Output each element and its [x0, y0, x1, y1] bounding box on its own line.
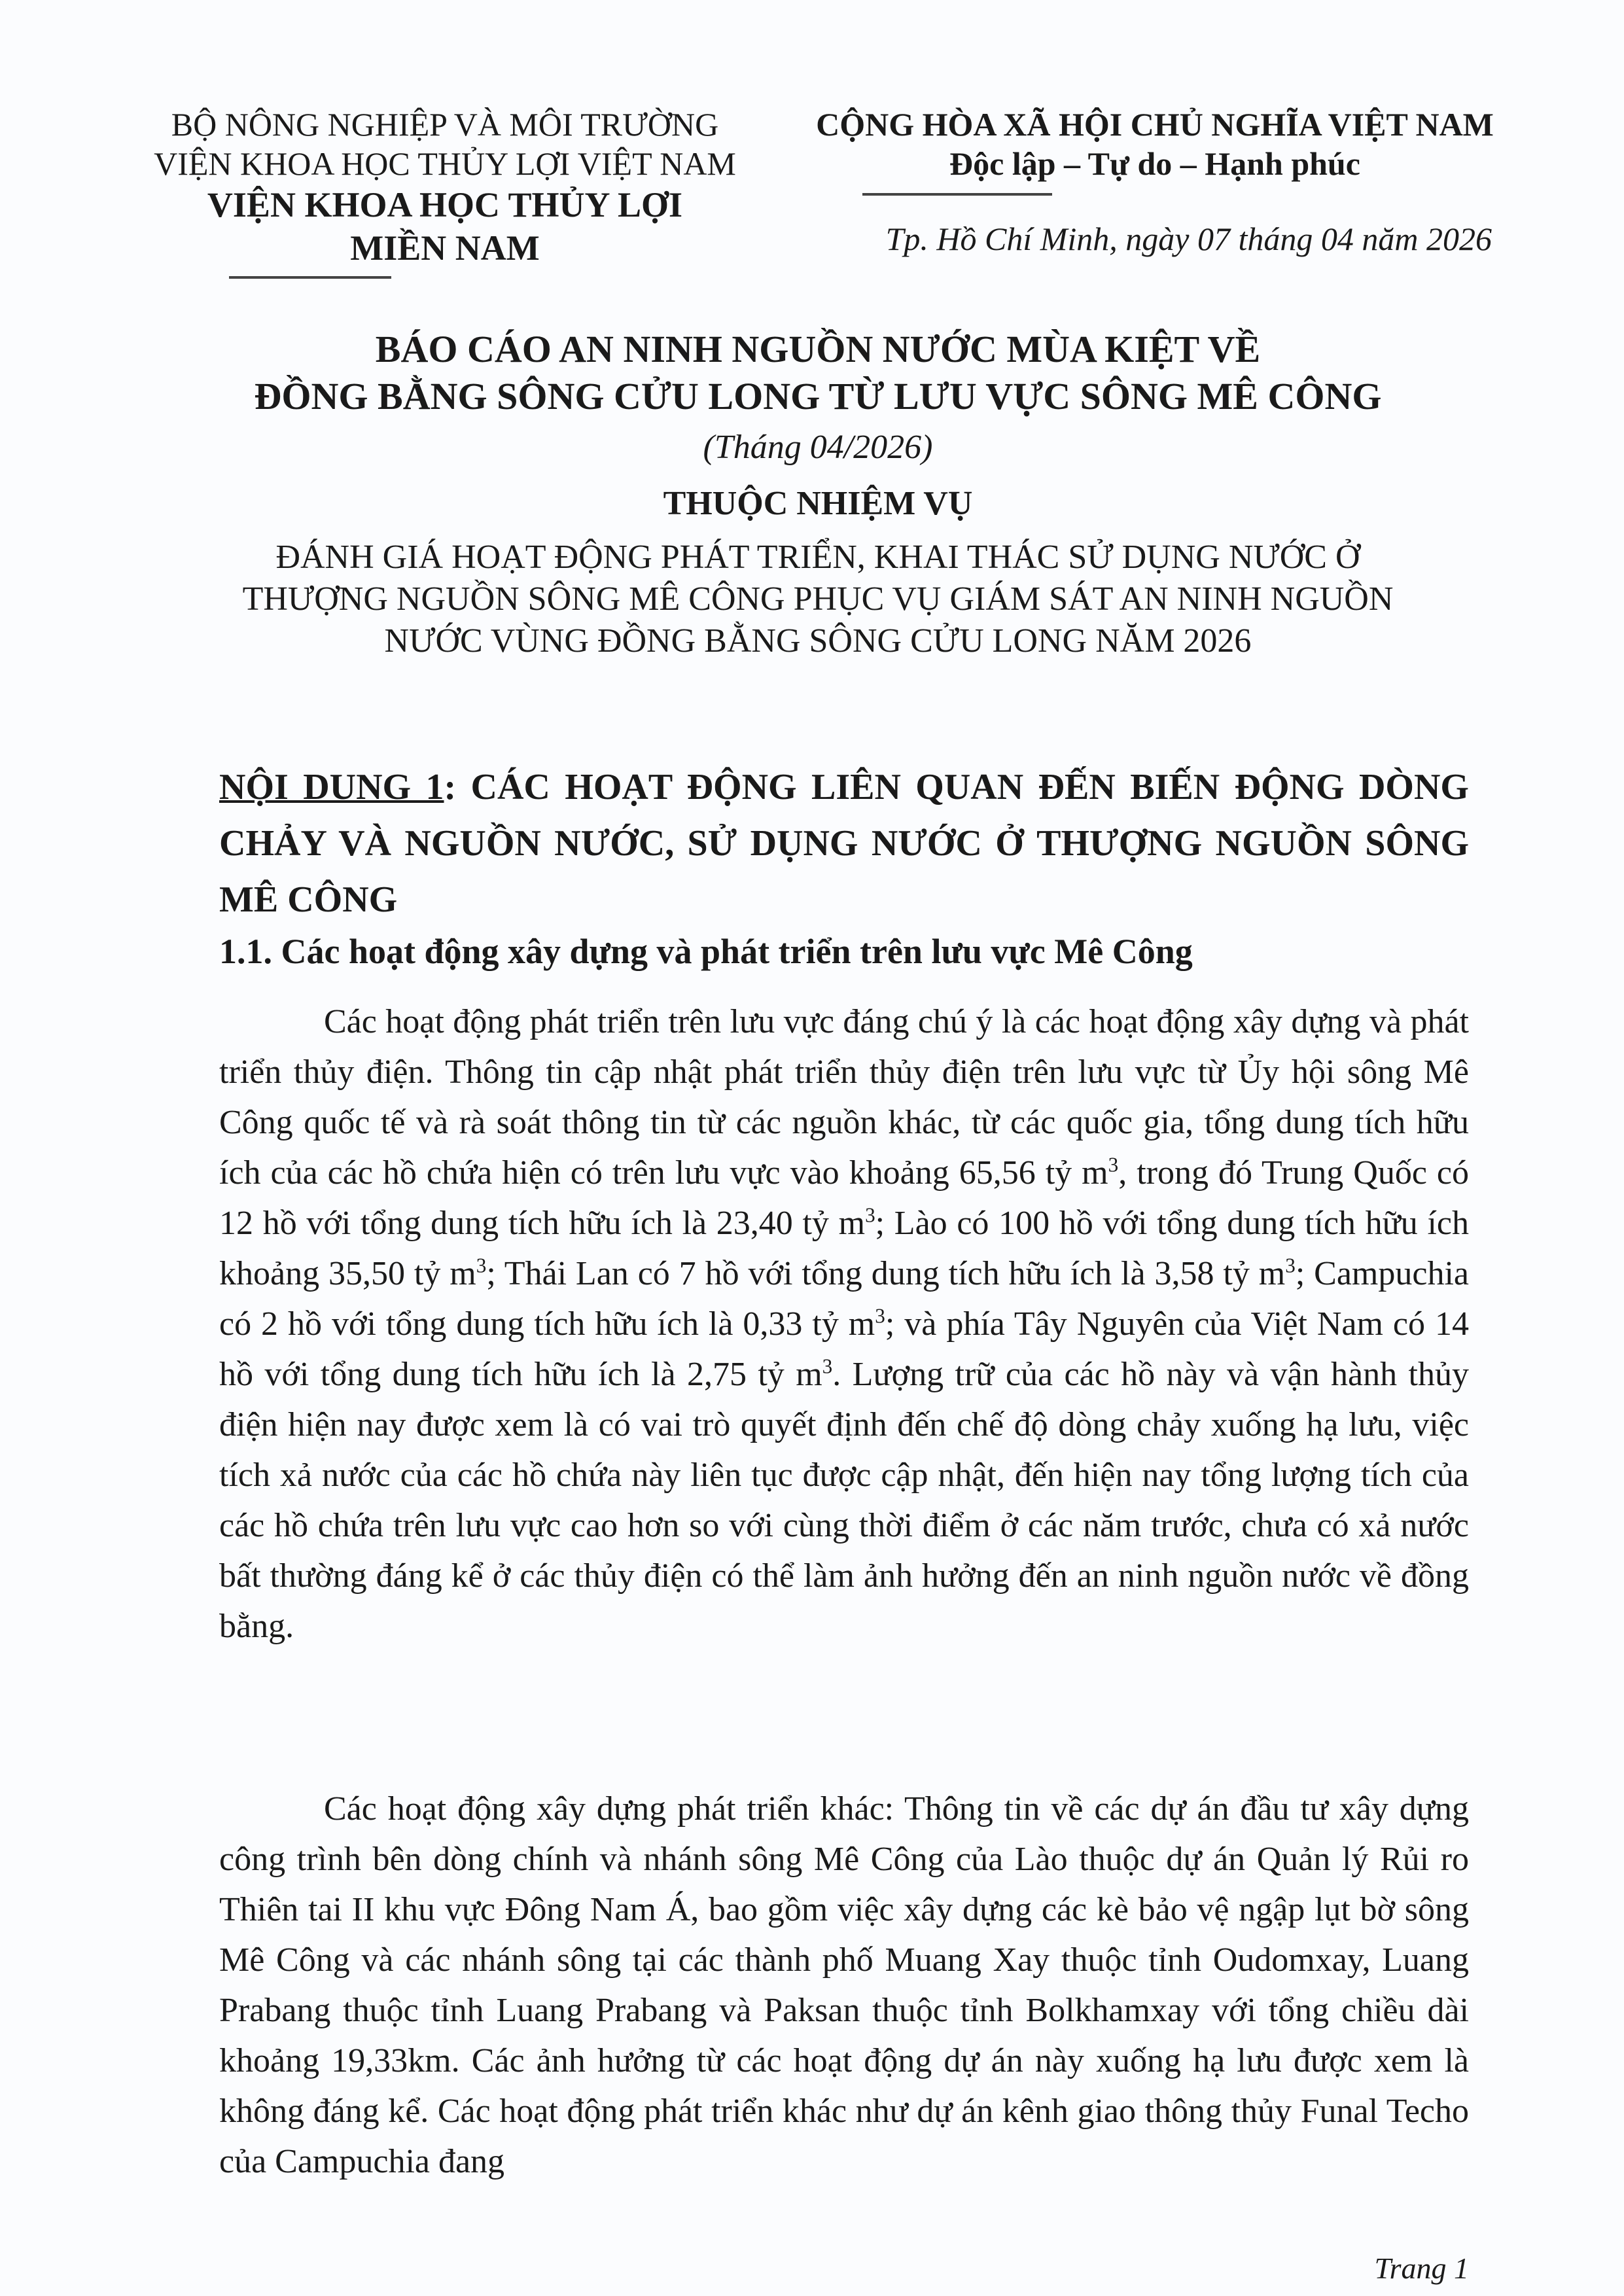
task-line1: ĐÁNH GIÁ HOẠT ĐỘNG PHÁT TRIỂN, KHAI THÁC SỬ DỤNG NƯỚC Ở [275, 539, 1360, 576]
agency-underline [229, 276, 391, 279]
place-and-date: Tp. Hồ Chí Minh, ngày 07 tháng 04 năm 2026 [885, 221, 1492, 257]
institute-name-line2: MIỀN NAM [350, 228, 540, 268]
task-heading: THUỘC NHIỆM VỤ [663, 485, 973, 522]
parent-institute-name: VIỆN KHOA HỌC THỦY LỢI VIỆT NAM [154, 145, 736, 182]
section-title: : CÁC HOẠT ĐỘNG LIÊN QUAN ĐẾN BIẾN ĐỘNG DÒNG CHẢY VÀ NGUỒN NƯỚC, SỬ DỤNG NƯỚC Ở THƯỢNG NGUỒN SÔNG MÊ CÔNG [219, 767, 1469, 920]
report-title [131, 326, 1505, 420]
report-title-line1: BÁO CÁO AN NINH NGUỒN NƯỚC MÙA KIỆT VỀ [375, 328, 1261, 370]
section-heading [219, 759, 1469, 928]
national-motto-block [795, 105, 1515, 183]
institute-name-line1: VIỆN KHOA HỌC THỦY LỢI [207, 185, 683, 224]
body-paragraph-other-developments: Các hoạt động xây dựng phát triển khác: Thông tin về các dự án đầu tư xây dựng công trình bên dòng chính và nhánh sông Mê Công của Lào thuộc dự án Quản lý Rủi ro Thiên tai II khu vực Đông Nam Á, bao gồm việc xây dựng các kè bảo vệ ngập lụt bờ sông Mê Công và các nhánh sông tại các thành phố Muang Xay thuộc tỉnh Oudomxay, Luang Prabang thuộc tỉnh Luang Prabang và Paksan thuộc tỉnh Bolkhamxay với tổng chiều dài khoảng 19,33km. Các ảnh hưởng từ các hoạt động dự án này xuống hạ lưu được xem là không đáng kể. Các hoạt động phát triển khác như dự án kênh giao thông thủy Funal Techo của Campuchia đang [219, 1790, 1469, 2180]
body-paragraph-hydropower: Các hoạt động phát triển trên lưu vực đáng chú ý là các hoạt động xây dựng và phát triển thủy điện. Thông tin cập nhật phát triển thủy điện trên lưu vực từ Ủy hội sông Mê Công quốc tế và rà soát thông tin từ các nguồn khác, từ các quốc gia, tổng dung tích hữu ích của các hồ chứa hiện có trên lưu vực vào khoảng 65,56 tỷ $m^3$, trong đó Trung Quốc có 12 hồ với tổng dung tích hữu ích là 23,40 tỷ $m^3$; Lào có 100 hồ với tổng dung tích hữu ích khoảng 35,50 tỷ $m^3$; Thái Lan có 7 hồ với tổng dung tích hữu ích là 3,58 tỷ $m^3$; Campuchia có 2 hồ với tổng dung tích hữu ích là 0,33 tỷ $m^3$; và phía Tây Nguyên của Việt Nam có 14 hồ với tổng dung tích hữu ích là 2,75 tỷ $m^3$. Lượng trữ của các hồ này và vận hành thủy điện hiện nay được xem là có vai trò quyết định đến chế độ dòng chảy xuống hạ lưu, việc tích xả nước của các hồ chứa này liên tục được cập nhật, đến hiện nay tổng lượng tích của các hồ chứa trên lưu vực cao hơn so với cùng thời điểm ở các năm trước, chưa có xả nước bất thường đáng kể ở các thủy điện có thể làm ảnh hưởng đến an ninh nguồn nước về đồng bằng. [219, 1003, 1470, 1645]
ministry-name: BỘ NÔNG NGHIỆP VÀ MÔI TRƯỜNG [171, 106, 719, 143]
subsection-heading: 1.1. Các hoạt động xây dựng và phát triển trên lưu vực Mê Công [219, 932, 1193, 971]
national-motto: Độc lập – Tự do – Hạnh phúc [949, 145, 1360, 182]
task-line3: NƯỚC VÙNG ĐỒNG BẰNG SÔNG CỬU LONG NĂM 2026 [384, 622, 1252, 660]
motto-underline [862, 193, 1052, 196]
country-name: CỘNG HÒA XÃ HỘI CHỦ NGHĨA VIỆT NAM [816, 106, 1494, 143]
task-description [196, 537, 1439, 662]
report-period: (Tháng 04/2026) [703, 429, 933, 466]
issuing-agency-block [131, 105, 759, 270]
page-number: Trang 1 [1374, 2252, 1469, 2285]
report-title-line2: ĐỒNG BẰNG SÔNG CỬU LONG TỪ LƯU VỰC SÔNG MÊ CÔNG [254, 375, 1382, 417]
section-label: NỘI DUNG 1 [219, 767, 444, 807]
task-line2: THƯỢNG NGUỒN SÔNG MÊ CÔNG PHỤC VỤ GIÁM SÁT AN NINH NGUỒN [242, 580, 1394, 618]
